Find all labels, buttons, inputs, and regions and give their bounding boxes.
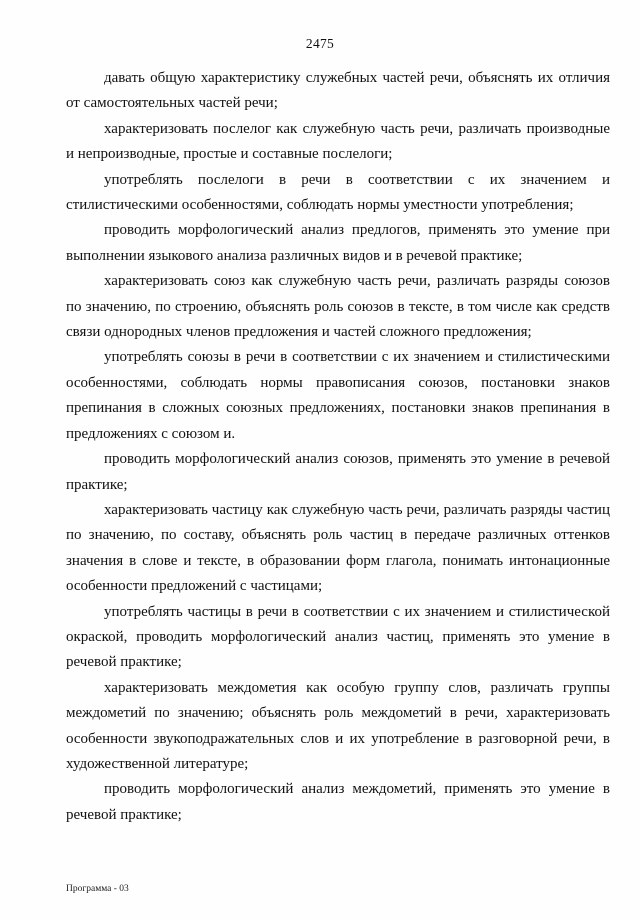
paragraph: характеризовать междометия как особую группу слов, различать группы междометий по значению; объяснять роль междометий в речи, характеризовать особенности звукоподражательных слов и их употребление в разговорной речи, в художественной литературе; <box>66 679 610 772</box>
paragraph: характеризовать частицу как служебную часть речи, различать разряды частиц по значению, по составу, объяснять роль частиц в передаче различных оттенков значения в слове и тексте, в образовании форм глагола, понимать интонационные особенности предложений с частицами; <box>66 501 610 595</box>
paragraph: употреблять союзы в речи в соответствии с их значением и стилистическими особенностями, соблюдать нормы правописания союзов, постановки знаков препинания в сложных союзных предложениях, постановки знаков препинания в предложениях с союзом и. <box>66 349 610 442</box>
paragraph: характеризовать союз как служебную часть речи, различать разряды союзов по значению, по строению, объяснять роль союзов в тексте, в том числе как средств связи однородных членов предложения и частей сложного предложения; <box>66 273 610 341</box>
paragraph: проводить морфологический анализ предлогов, применять это умение при выполнении языкового анализа различных видов и в речевой практике; <box>66 222 610 264</box>
page-number: 2475 <box>305 36 335 51</box>
paragraph: характеризовать послелог как служебную часть речи, различать производные и непроизводные, простые и составные послелоги; <box>66 120 610 163</box>
paragraph: проводить морфологический анализ междометий, применять это умение в речевой практике; <box>66 781 610 823</box>
paragraph: давать общую характеристику служебных частей речи, объяснять их отличия от самостоятельных частей речи; <box>66 70 610 112</box>
page-footer: Программа - 03 <box>66 884 129 894</box>
paragraph: употреблять частицы в речи в соответствии с их значением и стилистической окраской, проводить морфологический анализ частиц, применять это умение в речевой практике; <box>66 603 610 671</box>
paragraph: употреблять послелоги в речи в соответствии с их значением и стилистическими особенностями, соблюдать нормы уместности употребления; <box>66 171 610 214</box>
body-text <box>66 66 610 828</box>
paragraph: проводить морфологический анализ союзов, применять это умение в речевой практике; <box>66 451 610 493</box>
